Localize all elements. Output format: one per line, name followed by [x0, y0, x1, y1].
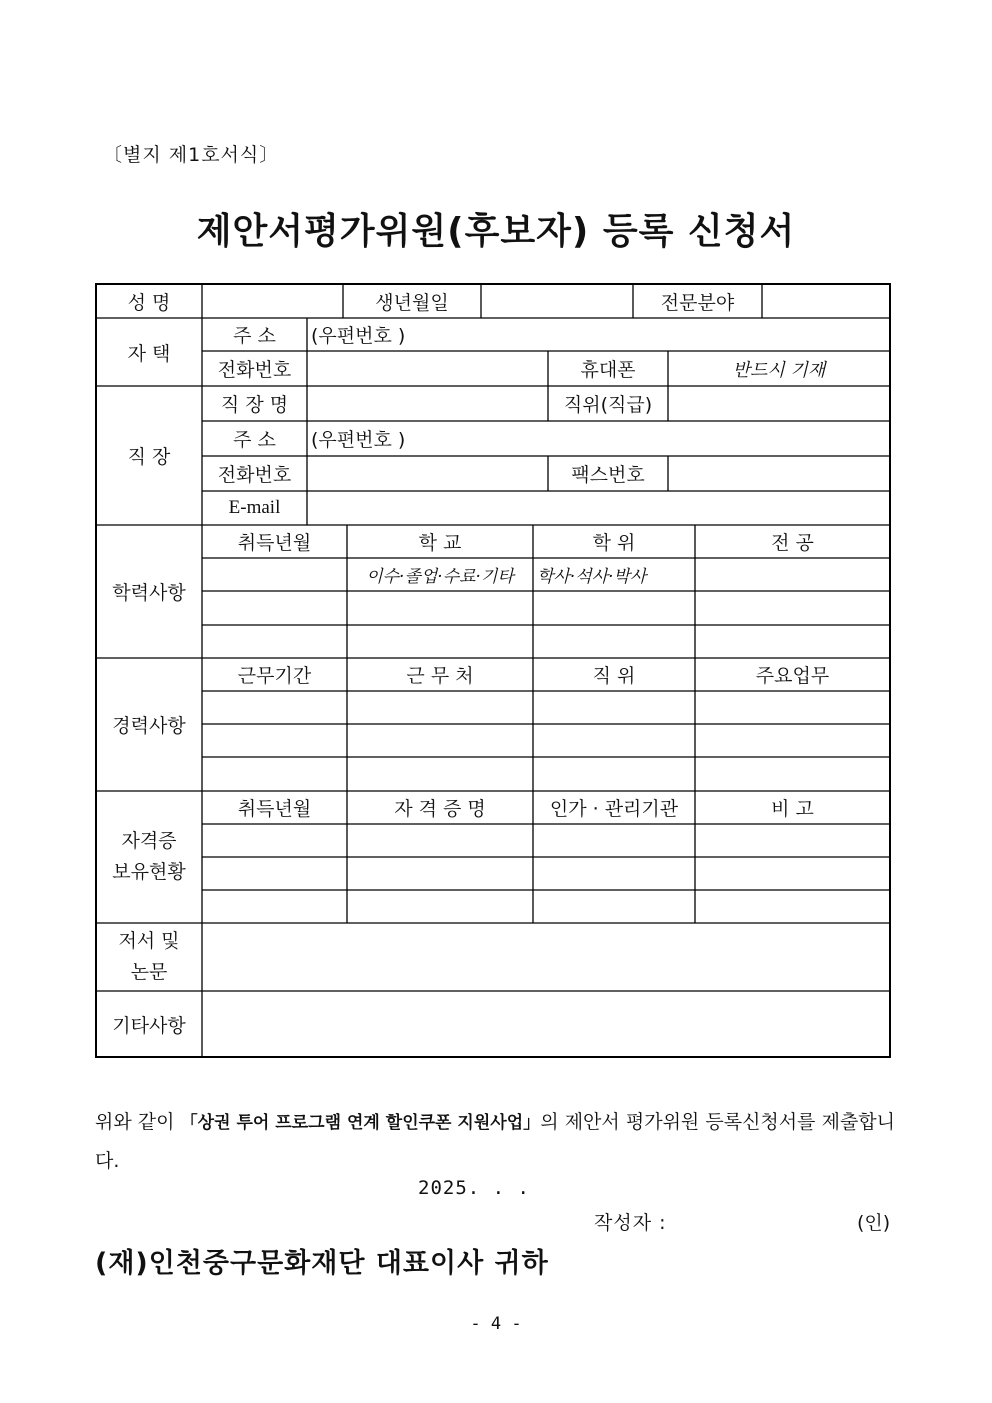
birth-input[interactable]	[481, 284, 633, 318]
home-phone-label: 전화번호	[217, 359, 292, 381]
publications-label-line2: 논문	[130, 961, 168, 983]
education-school-hint[interactable]: 이수·졸업·수료·기타	[366, 567, 514, 587]
work-phone-label: 전화번호	[217, 464, 292, 486]
publications-label-line1: 저서 및	[118, 930, 180, 952]
career-header-workplace: 근 무 처	[406, 665, 474, 687]
fax-input[interactable]	[668, 456, 890, 491]
email-input[interactable]	[307, 491, 890, 525]
certificates-label-line1: 자격증	[121, 830, 177, 852]
form-number-label: 〔별지 제1호서식〕	[103, 144, 280, 166]
certificates-section-label	[96, 791, 202, 923]
work-address-input[interactable]: (우편번호 )	[311, 429, 406, 451]
fax-label: 팩스번호	[571, 464, 645, 486]
publications-label	[96, 923, 202, 991]
field-input[interactable]	[762, 284, 890, 318]
certificates-header-issuer: 인가 · 관리기관	[549, 798, 679, 820]
others-label: 기타사항	[112, 1014, 186, 1037]
addressee: (재)인천중구문화재단 대표이사 귀하	[95, 1248, 549, 1279]
career-header-position: 직 위	[592, 665, 636, 687]
work-section-label: 직 장	[127, 446, 171, 468]
page-title: 제안서평가위원(후보자) 등록 신청서	[196, 211, 796, 252]
author-label: 작성자 :	[594, 1212, 667, 1234]
declaration-prefix: 위와 같이	[95, 1111, 181, 1133]
position-label: 직위(직급)	[563, 394, 653, 416]
career-section-label: 경력사항	[112, 715, 186, 737]
work-address-label: 주 소	[233, 429, 276, 451]
publications-input[interactable]	[202, 923, 890, 991]
certificates-header-name: 자 격 증 명	[394, 798, 486, 820]
certificates-header-date: 취득년월	[237, 798, 312, 820]
mobile-input[interactable]: 반드시 기재	[732, 359, 826, 381]
career-header-duties: 주요업무	[755, 665, 830, 687]
education-section-label: 학력사항	[112, 582, 186, 604]
education-degree-hint[interactable]: 학사·석사·박사	[537, 567, 647, 587]
email-label: E-mail	[228, 497, 281, 518]
company-input[interactable]	[307, 386, 548, 421]
home-phone-input[interactable]	[307, 351, 548, 386]
declaration-text	[95, 1103, 895, 1180]
home-section-label: 자 택	[127, 342, 171, 365]
certificates-header-remarks: 비 고	[771, 798, 814, 820]
work-phone-input[interactable]	[307, 456, 548, 491]
home-address-label: 주 소	[233, 325, 276, 347]
certificates-label-line2: 보유현황	[112, 861, 186, 883]
name-input[interactable]	[202, 284, 343, 318]
birth-label: 생년월일	[375, 291, 449, 314]
education-header-major: 전 공	[771, 532, 814, 554]
education-header-degree: 학 위	[592, 532, 636, 554]
mobile-label: 휴대폰	[580, 359, 636, 381]
education-header-school: 학 교	[418, 532, 462, 554]
home-address-input[interactable]: (우편번호 )	[311, 325, 406, 347]
company-label: 직 장 명	[220, 394, 289, 416]
field-label: 전문분야	[660, 291, 735, 314]
seal-mark: (인)	[857, 1212, 891, 1234]
name-label: 성 명	[127, 291, 171, 314]
submission-date: 2025. . .	[418, 1177, 530, 1199]
program-name: 「상권 투어 프로그램 연계 할인쿠폰 지원사업」	[180, 1113, 541, 1133]
page-number: - 4 -	[470, 1314, 522, 1334]
career-header-period: 근무기간	[237, 665, 312, 687]
position-input[interactable]	[668, 386, 890, 421]
declaration-suffix: 의 제안서 평가위원 등록신청서를 제출합니다.	[95, 1111, 895, 1172]
others-input[interactable]	[202, 991, 890, 1057]
education-header-date: 취득년월	[237, 532, 312, 554]
